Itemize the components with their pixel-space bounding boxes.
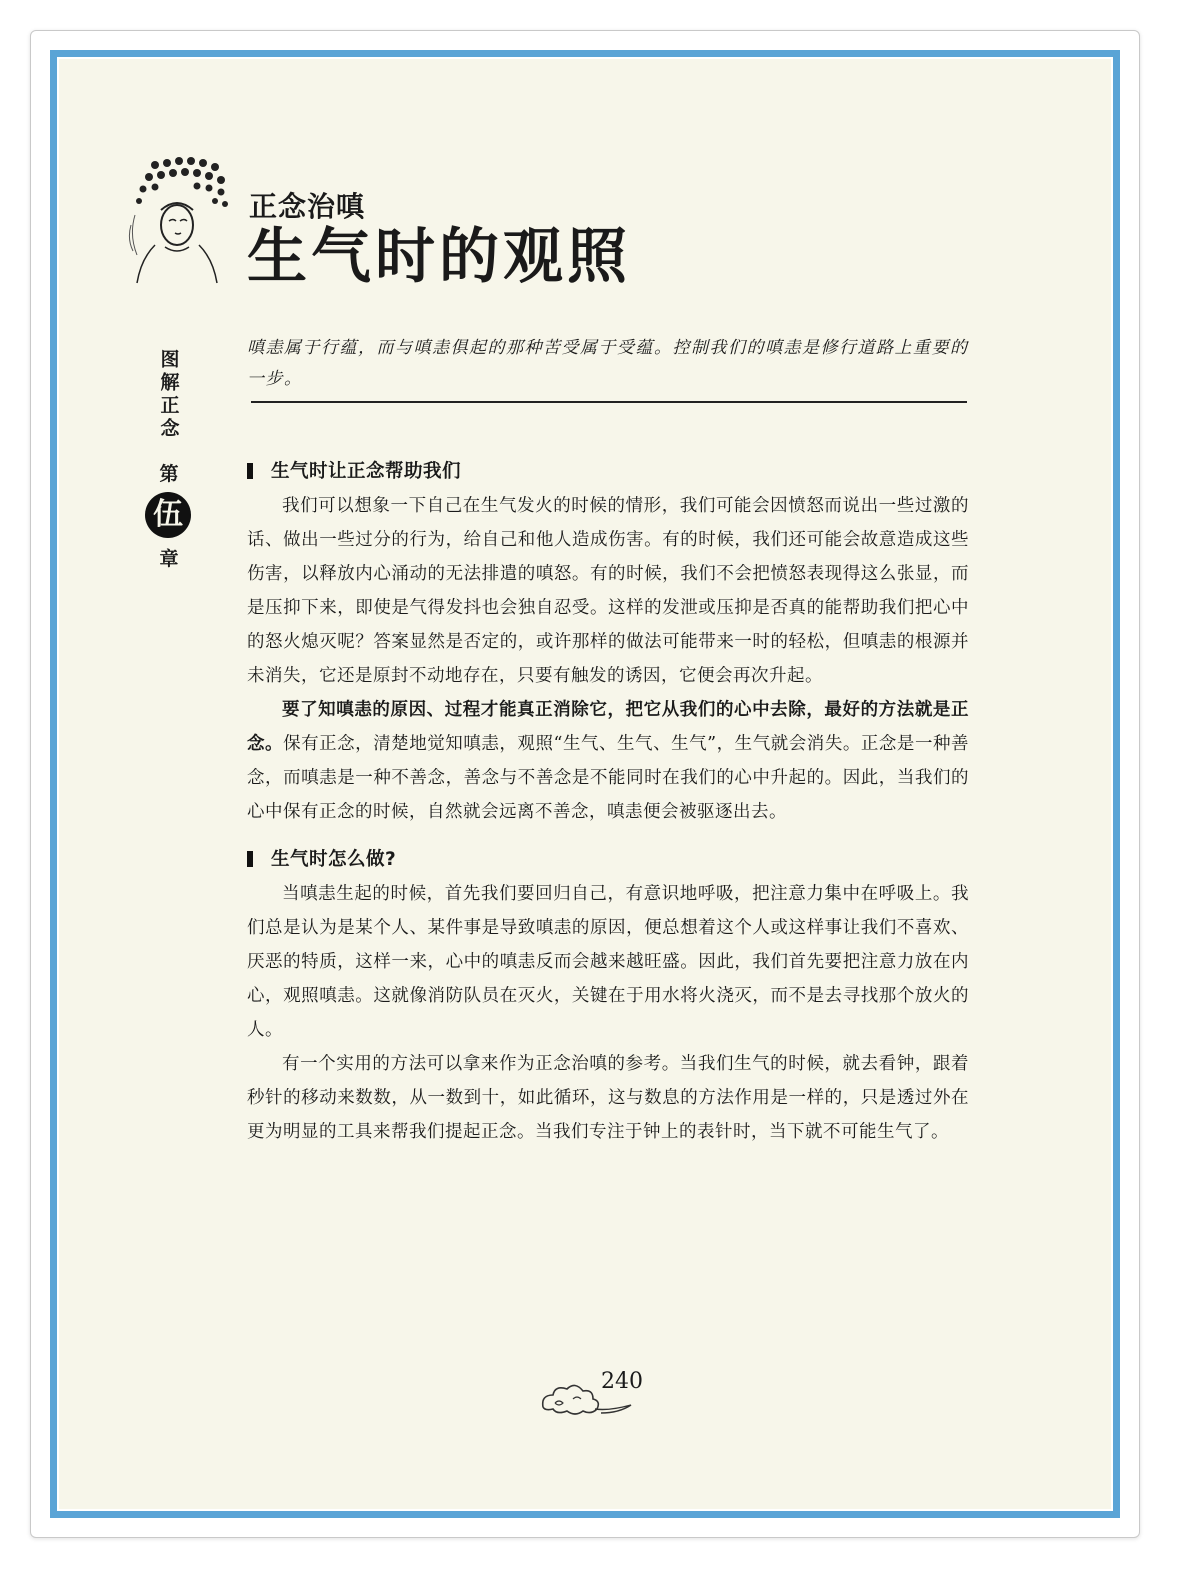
heading-marker-icon xyxy=(247,463,253,479)
section-2 xyxy=(247,843,969,1149)
paragraph: 有一个实用的方法可以拿来作为正念治嗔的参考。当我们生气的时候，就去看钟，跟着秒针的移动来数数，从一数到十，如此循环，这与数息的方法作用是一样的，只是透过外在更为明显的工具来帮我们提起正念。当我们专注于钟上的表针时，当下就不可能生气了。 xyxy=(247,1054,969,1142)
chapter-number-badge: 伍 xyxy=(145,492,191,538)
bold-text: 要了知嗔恚的原因、过程才能真正消除它，把它从我们的心中去除，最好的方法就是正念。 xyxy=(247,700,969,754)
divider xyxy=(251,401,967,403)
heading-marker-icon xyxy=(247,851,253,867)
chapter-word: 第 xyxy=(159,463,179,485)
article-body xyxy=(247,455,969,1149)
chapter-subtitle: 正念治嗔 xyxy=(249,190,366,223)
page-footer xyxy=(539,1369,659,1415)
chapter-suffix: 章 xyxy=(159,548,179,570)
page-paper xyxy=(57,57,1113,1511)
section-heading: 生气时让正念帮助我们 xyxy=(247,455,969,489)
section-1 xyxy=(247,455,969,829)
page-number: 240 xyxy=(601,1369,643,1394)
section-heading: 生气时怎么做? xyxy=(247,843,969,877)
paragraph: 当嗔恚生起的时候，首先我们要回归自己，有意识地呼吸，把注意力集中在呼吸上。我们总是认为是某个人、某件事是导致嗔恚的原因，便总想着这个人或这样事让我们不喜欢、厌恶的特质，这样一来，心中的嗔恚反而会越来越旺盛。因此，我们首先要把注意力放在内心，观照嗔恚。这就像消防队员在灭火，关键在于用水将火浇灭，而不是去寻找那个放火的人。 xyxy=(247,884,969,1040)
book-name: 图解正念 xyxy=(157,349,180,441)
page-frame xyxy=(50,50,1120,1518)
paragraph: 要了知嗔恚的原因、过程才能真正消除它，把它从我们的心中去除，最好的方法就是正念。保有正念，清楚地觉知嗔恚，观照“生气、生气、生气”，生气就会消失。正念是一种善念，而嗔恚是一种不善念，善念与不善念是不能同时在我们的心中升起的。因此，当我们的心中保有正念的时候，自然就会远离不善念，嗔恚便会被驱逐出去。 xyxy=(247,700,970,822)
intro-text: 嗔恚属于行蕴，而与嗔恚俱起的那种苦受属于受蕴。控制我们的嗔恚是修行道路上重要的一步。 xyxy=(247,338,969,389)
paragraph: 我们可以想象一下自己在生气发火的时候的情形，我们可能会因愤怒而说出一些过激的话、做出一些过分的行为，给自己和他人造成伤害。有的时候，我们还可能会故意造成这些伤害，以释放内心涌动的无法排遣的嗔怒。有的时候，我们不会把愤怒表现得这么张显，而是压抑下来，即使是气得发抖也会独自忍受。这样的发泄或压抑是否真的能帮助我们把心中的怒火熄灭呢？答案显然是否定的，或许那样的做法可能带来一时的轻松，但嗔恚的根源并未消失，它还是原封不动地存在，只要有触发的诱因，它便会再次升起。 xyxy=(247,496,969,686)
buddha-illustration xyxy=(125,155,235,285)
page-title: 生气时的观照 xyxy=(247,222,631,292)
side-label xyxy=(151,349,187,571)
